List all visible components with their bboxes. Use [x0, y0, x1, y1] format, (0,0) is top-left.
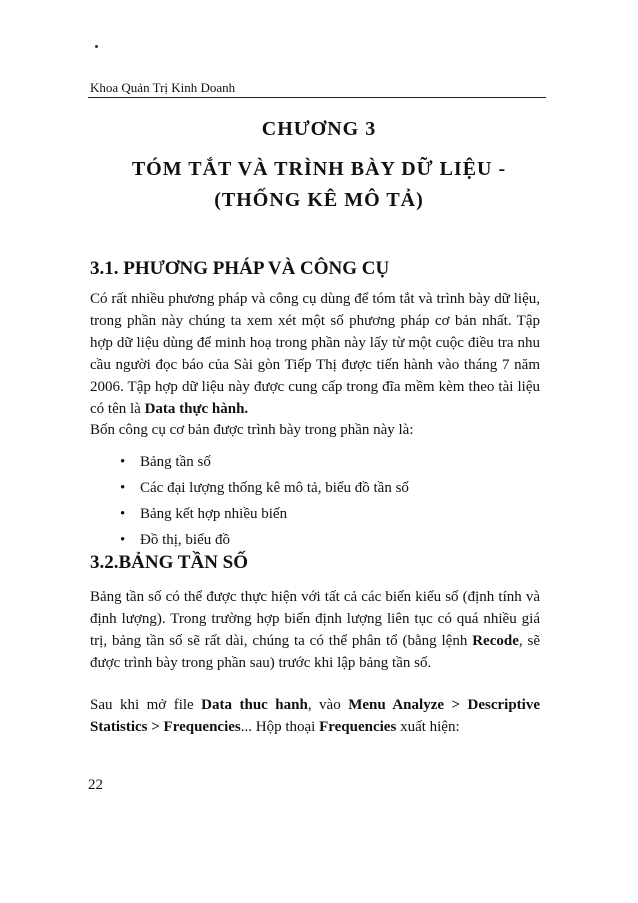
list-item [120, 452, 409, 478]
bullet-icon: • [120, 506, 126, 522]
list-item [120, 504, 409, 530]
section-heading-3-1: 3.1. PHƯƠNG PHÁP VÀ CÔNG CỤ [90, 258, 390, 279]
list-item [120, 478, 409, 504]
recode-command: Recode [472, 633, 519, 649]
running-header: Khoa Quản Trị Kinh Doanh [90, 80, 236, 95]
menu-path: Menu Analyze > Descriptive Statistics > Frequencies [90, 697, 540, 735]
chapter-title-line2: (THỐNG KÊ MÔ TẢ) [214, 189, 424, 211]
section2-para2-text-a: Sau khi mở file [90, 697, 202, 713]
list-item-label: Đồ thị, biểu đồ [140, 532, 230, 548]
data-file-name: Data thực hành. [144, 401, 249, 417]
bullet-icon: • [120, 454, 126, 470]
list-item-label: Bảng tần số [140, 454, 211, 470]
section2-para2-text-d: xuất hiện: [396, 719, 460, 735]
section1-paragraph1 [90, 288, 540, 420]
section2-para2-text-c: ... Hộp thoại [240, 719, 320, 735]
chapter-number: CHƯƠNG 3 [261, 118, 377, 140]
list-item-label: Các đại lượng thống kê mô tả, biểu đồ tần số [140, 480, 409, 496]
section1-para1-text: Có rất nhiều phương pháp và công cụ dùng để tóm tắt và trình bày dữ liệu, trong phần này chúng ta xem xét một số phương pháp cơ bản nhất. Tập hợp dữ liệu dùng để minh hoạ trong phần này lấy từ một cuộc điều tra nhu cầu người đọc báo của Sài gòn Tiếp Thị được tiến hành vào tháng 7 năm 2006. Tập hợp dữ liệu này được cung cấp trong đĩa mềm kèm theo tài liệu có tên là [90, 291, 540, 417]
header-rule [88, 97, 546, 98]
page-number: 22 [88, 777, 103, 793]
chapter-title-line1: TÓM TẮT VÀ TRÌNH BÀY DỮ LIỆU - [131, 158, 507, 180]
section2-para1-text-b: , sẽ được trình bày trong phần sau) trước khi lập bảng tần số. [90, 633, 540, 671]
section1-paragraph2: Bốn công cụ cơ bản được trình bày trong phần này là: [90, 422, 414, 438]
section2-para1-text-a: Bảng tần số có thể được thực hiện với tất cả các biến kiểu số (định tính và định lượng). Trong trường hợp biến định lượng liên tục có quá nhiều giá trị, bảng tần số sẽ rất dài, chúng ta có thể phân tổ (bằng lệnh [90, 589, 540, 649]
section2-paragraph2 [90, 694, 540, 738]
scan-speck [95, 45, 98, 48]
data-file-name: Data thuc hanh [201, 697, 308, 713]
section2-para2-text-b: , vào [307, 697, 349, 713]
tools-list [120, 452, 409, 556]
section2-paragraph1 [90, 586, 540, 674]
section-heading-3-2: 3.2.BẢNG TẦN SỐ [90, 552, 249, 573]
bullet-icon: • [120, 532, 126, 548]
dialog-name: Frequencies [319, 719, 397, 735]
list-item-label: Bảng kết hợp nhiều biến [140, 506, 288, 522]
bullet-icon: • [120, 480, 126, 496]
